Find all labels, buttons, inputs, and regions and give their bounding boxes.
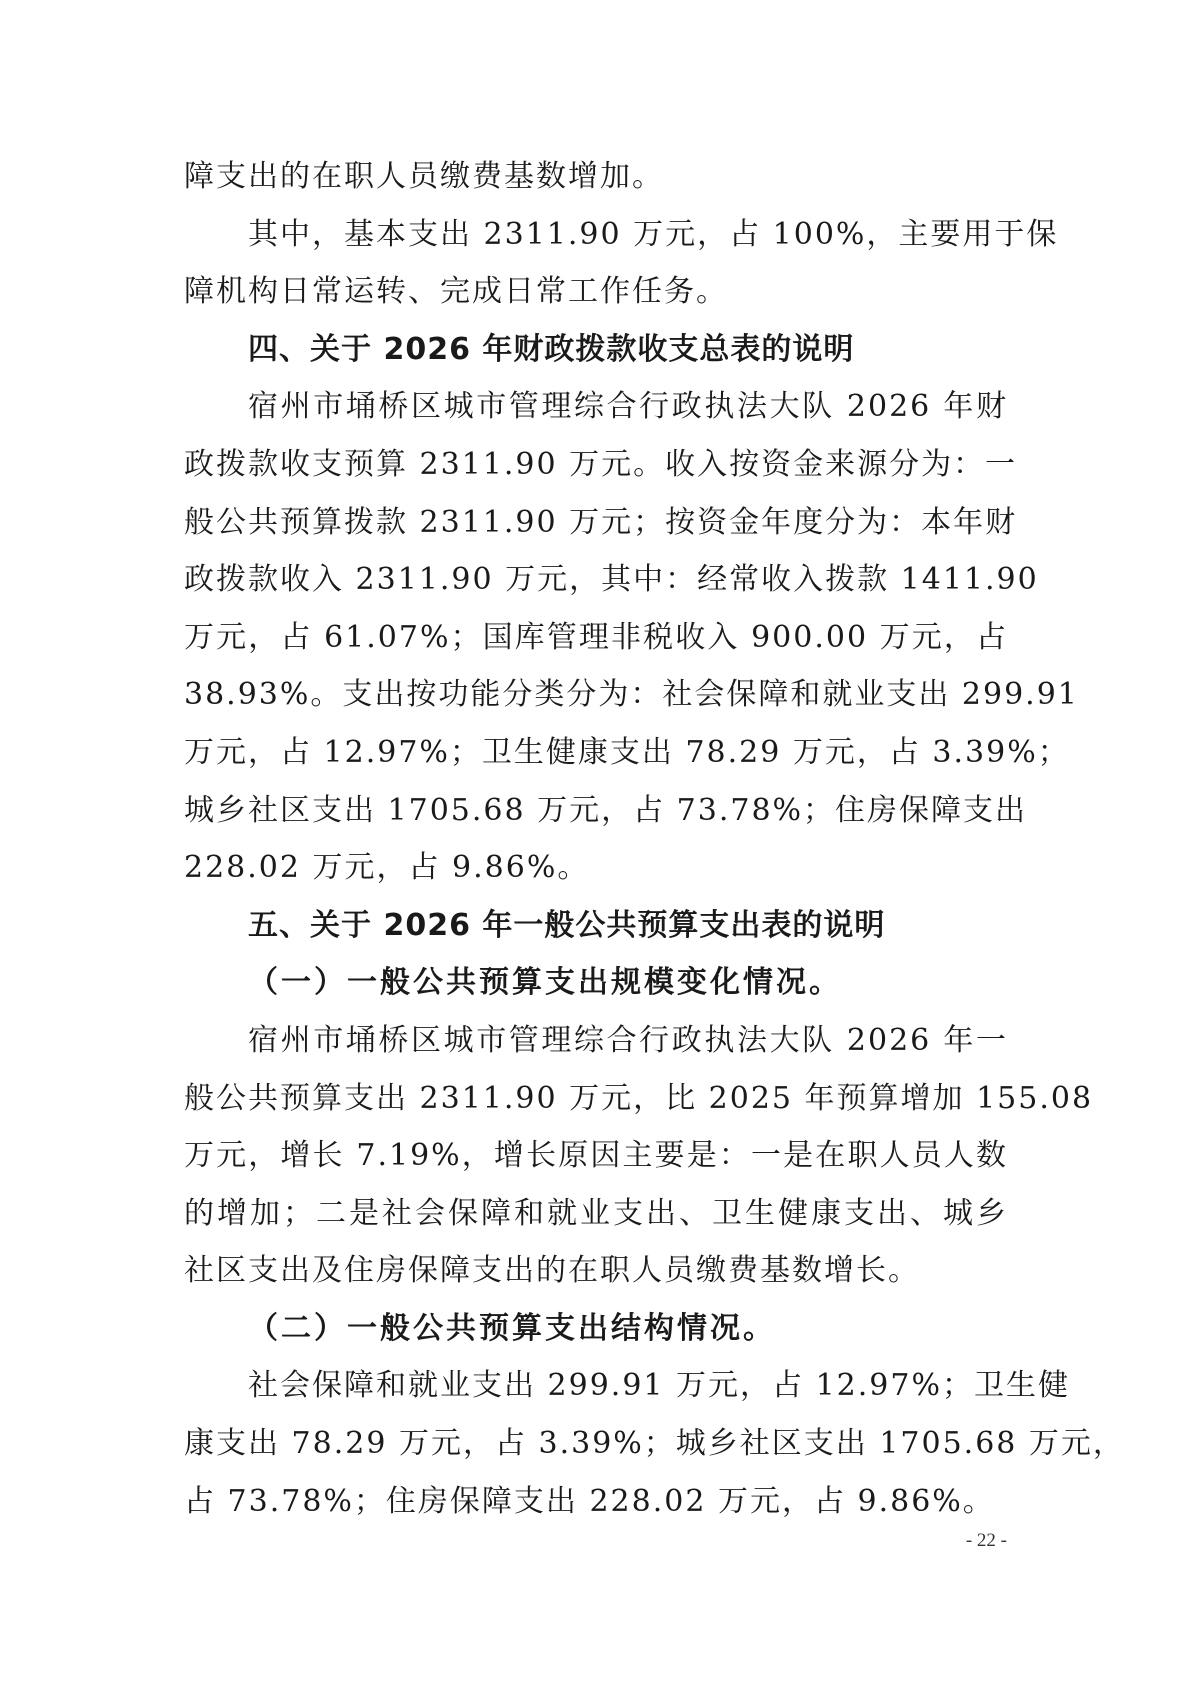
paragraph-line: 般公共预算支出 2311.90 万元，比 2025 年预算增加 155.08 (184, 1080, 1094, 1116)
paragraph-line: 障机构日常运转、完成日常工作任务。 (184, 274, 728, 310)
paragraph-line: 城乡社区支出 1705.68 万元，占 73.78%；住房保障支出 (184, 792, 1028, 828)
subsection-heading: （二）一般公共预算支出结构情况。 (248, 1310, 776, 1346)
paragraph-line: 占 73.78%；住房保障支出 228.02 万元，占 9.86%。 (184, 1483, 995, 1519)
section-heading: 四、关于 2026 年财政拨款收支总表的说明 (248, 331, 855, 367)
paragraph-line: 的增加；二是社会保障和就业支出、卫生健康支出、城乡 (184, 1195, 1008, 1231)
paragraph-line: 228.02 万元，占 9.86%。 (184, 850, 590, 886)
paragraph-line: 般公共预算拨款 2311.90 万元；按资金年度分为：本年财 (184, 504, 1018, 540)
paragraph-line: 万元，占 61.07%；国库管理非税收入 900.00 万元，占 (184, 619, 1008, 655)
paragraph-line: 政拨款收支预算 2311.90 万元。收入按资金来源分为：一 (184, 446, 1018, 482)
paragraph-line: 社会保障和就业支出 299.91 万元，占 12.97%；卫生健 (248, 1368, 1070, 1404)
paragraph-line: 万元，占 12.97%；卫生健康支出 78.29 万元，占 3.39%； (184, 734, 1070, 770)
page-number: - 22 - (965, 1530, 1007, 1551)
paragraph-line: 其中，基本支出 2311.90 万元，占 100%，主要用于保 (248, 216, 1059, 252)
paragraph-line: 宿州市埇桥区城市管理综合行政执法大队 2026 年一 (248, 1022, 1008, 1058)
paragraph-line: 万元，增长 7.19%，增长原因主要是：一是在职人员人数 (184, 1138, 1008, 1174)
section-heading: 五、关于 2026 年一般公共预算支出表的说明 (248, 907, 886, 943)
subsection-heading: （一）一般公共预算支出规模变化情况。 (248, 965, 842, 1001)
paragraph-line: 社区支出及住房保障支出的在职人员缴费基数增长。 (184, 1253, 920, 1289)
paragraph-line: 38.93%。支出按功能分类分为：社会保障和就业支出 299.91 (184, 677, 1079, 713)
paragraph-line: 宿州市埇桥区城市管理综合行政执法大队 2026 年财 (248, 389, 1008, 425)
paragraph-line: 康支出 78.29 万元，占 3.39%；城乡社区支出 1705.68 万元， (184, 1426, 1125, 1462)
document-body (184, 148, 1125, 1530)
paragraph-line: 政拨款收入 2311.90 万元，其中：经常收入拨款 1411.90 (184, 562, 1039, 598)
paragraph-line: 障支出的在职人员缴费基数增加。 (184, 159, 664, 194)
